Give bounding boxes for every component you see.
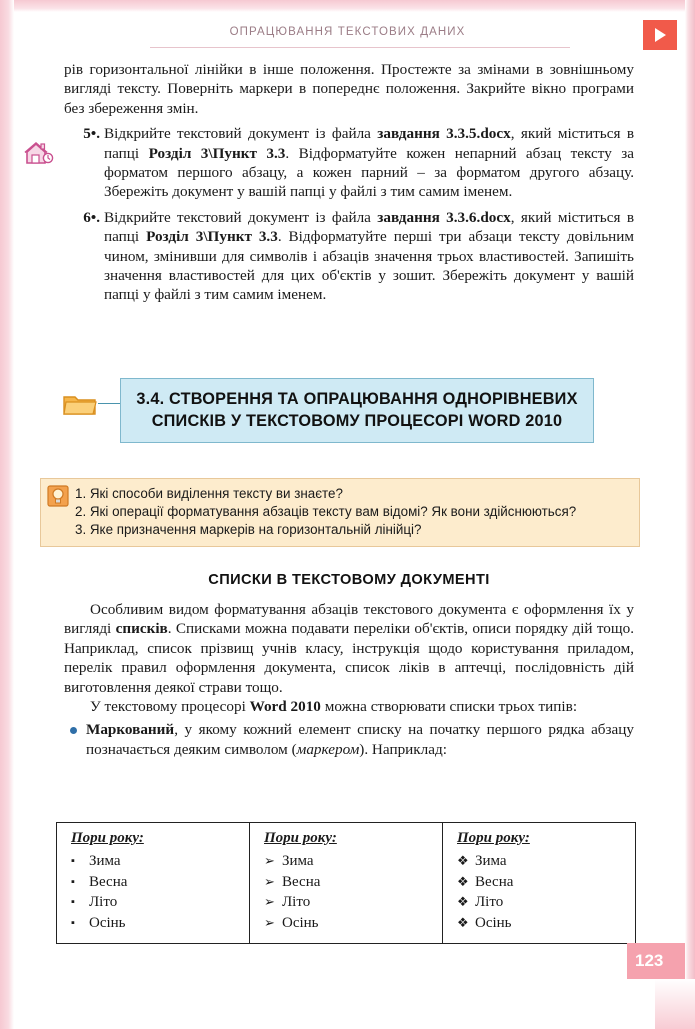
page-number: 123	[635, 951, 664, 970]
running-head: ОПРАЦЮВАННЯ ТЕКСТОВИХ ДАНИХ	[229, 26, 466, 38]
bullet-text: Маркований, у якому кожний елемент списку на початку першого рядка абзацу позначається деяким символом (маркером). Наприклад:	[86, 721, 634, 758]
list-item-label: Літо	[282, 894, 311, 910]
list-marker-icon: ❖	[457, 853, 469, 868]
list-item-label: Літо	[475, 894, 504, 910]
page-bottom-decoration	[655, 979, 695, 1029]
list-item	[264, 851, 432, 872]
section-heading: 3.4. СТВОРЕННЯ ТА ОПРАЦЮВАННЯ ОДНОРІВНЕВИХ СПИСКІВ У ТЕКСТОВОМУ ПРОЦЕСОРІ WORD 2010	[120, 378, 594, 443]
column-title: Пори року:	[264, 830, 337, 846]
folder-icon	[62, 390, 98, 418]
list-item	[264, 913, 432, 934]
page-right-decoration	[685, 0, 695, 1029]
home-icon	[24, 140, 54, 166]
list-item	[71, 892, 239, 913]
exercise-item-6	[64, 208, 634, 305]
question-item: 3. Яке призначення маркерів на горизонтальній лінійці?	[75, 522, 422, 538]
list-marker-icon: ❖	[457, 894, 469, 909]
list-marker-icon: ▪	[71, 896, 75, 908]
exercise-marker: 6•.	[83, 208, 100, 226]
page-left-decoration	[0, 0, 14, 1029]
list-marker-icon: ❖	[457, 914, 469, 930]
paragraph-lists-definition: Особливим видом форматування абзаців текстового документа є оформлення їх у вигляді списків. Списками можна подавати переліки об'єктів, описи порядку дій тощо. Наприклад, список прізвищ учнів класу, інструкція щодо користування приладом, перелік правил оформлення документа, список ліків в аптечці, послідовність дій виготовлення деякої страви тощо.	[64, 601, 634, 696]
list-item-label: Осінь	[89, 914, 126, 931]
list-item	[264, 872, 432, 893]
list-item-label: Осінь	[475, 914, 512, 931]
list-marker-icon: ➢	[264, 894, 275, 909]
table-cell-column-2	[250, 823, 443, 944]
exercise-text: Відкрийте текстовий документ із файла завдання 3.3.6.docx, який міститься в папці Розділ 3\Пункт 3.3. Відформатуйте перші три абзаци тексту довільним чином, змінивши для символів і абзаців значення трьох властивостей. Запишіть значення властивостей для цих об'єктів у зошит. Збережіть документ у вашій папці у файлі з тим самим іменем.	[104, 208, 634, 304]
list-item	[264, 892, 432, 913]
list-item	[71, 913, 239, 934]
table-cell-column-3	[443, 823, 636, 944]
list-marker-icon: ▪	[71, 855, 75, 867]
header-rule	[150, 47, 570, 48]
example-lists-table	[56, 822, 636, 944]
list-item	[457, 851, 625, 872]
list-item-label: Весна	[282, 873, 321, 890]
question-lightbulb-icon	[47, 485, 69, 507]
column-title: Пори року:	[71, 830, 144, 846]
list-marker-icon: ▪	[71, 916, 75, 929]
column-title: Пори року:	[457, 830, 530, 846]
list-item	[71, 851, 239, 872]
exercise-text: Відкрийте текстовий документ із файла завдання 3.3.5.docx, який міститься в папці Розділ 3\Пункт 3.3. Відформатуйте кожен непарний абзац тексту за форматом першого абзацу, а кожен парний – за форматом другого абзацу. Збережіть документ у вашій папці у файлі з тим самим іменем.	[104, 125, 634, 201]
table-cell-column-1	[57, 823, 250, 944]
intro-paragraph: рів горизонтальної лінійки в інше положення. Простежте за змінами в зовнішньому вигляді тексту. Поверніть маркери в попереднє положення. Закрийте вікно програми без збереження змін.	[64, 61, 634, 117]
list-item-label: Літо	[89, 894, 118, 910]
list-item-label: Осінь	[282, 914, 319, 931]
page-top-decoration	[0, 0, 695, 12]
list-marker-icon: ➢	[264, 873, 275, 889]
main-text-column	[64, 60, 634, 305]
list-item-label: Зима	[475, 853, 507, 869]
list-item	[457, 892, 625, 913]
table-row	[57, 823, 636, 944]
body-text-column	[64, 600, 634, 759]
list-marker-icon: ➢	[264, 853, 275, 868]
sub-heading: СПИСКИ В ТЕКСТОВОМУ ДОКУМЕНТІ	[208, 572, 490, 588]
list-item	[457, 872, 625, 893]
list-marker-icon: ❖	[457, 873, 469, 889]
list-marker-icon: ➢	[264, 914, 275, 930]
bullet-dot-icon	[70, 727, 77, 734]
questions-box	[40, 478, 640, 547]
list-item-label: Весна	[89, 873, 128, 890]
section-heading-wrap	[120, 378, 594, 443]
question-item: 2. Які операції форматування абзаців тексту вам відомі? Як вони здійснюються?	[75, 504, 577, 520]
list-marker-icon: ▪	[71, 875, 75, 888]
list-item-label: Зима	[89, 853, 121, 869]
list-item-label: Весна	[475, 873, 514, 890]
page-number-badge	[627, 943, 685, 979]
arrow-right-icon	[655, 28, 666, 42]
exercise-item-5	[64, 124, 634, 202]
bullet-marked-list	[64, 720, 634, 759]
exercise-marker: 5•.	[83, 125, 100, 143]
list-item	[457, 913, 625, 934]
paragraph-list-types: У текстовому процесорі Word 2010 можна створювати списки трьох типів:	[90, 698, 578, 716]
next-page-arrow-icon[interactable]	[643, 20, 677, 50]
question-item: 1. Які способи виділення тексту ви знаєте?	[75, 486, 343, 501]
list-item-label: Зима	[282, 853, 314, 869]
folder-connector-line	[98, 403, 120, 404]
list-item	[71, 872, 239, 893]
